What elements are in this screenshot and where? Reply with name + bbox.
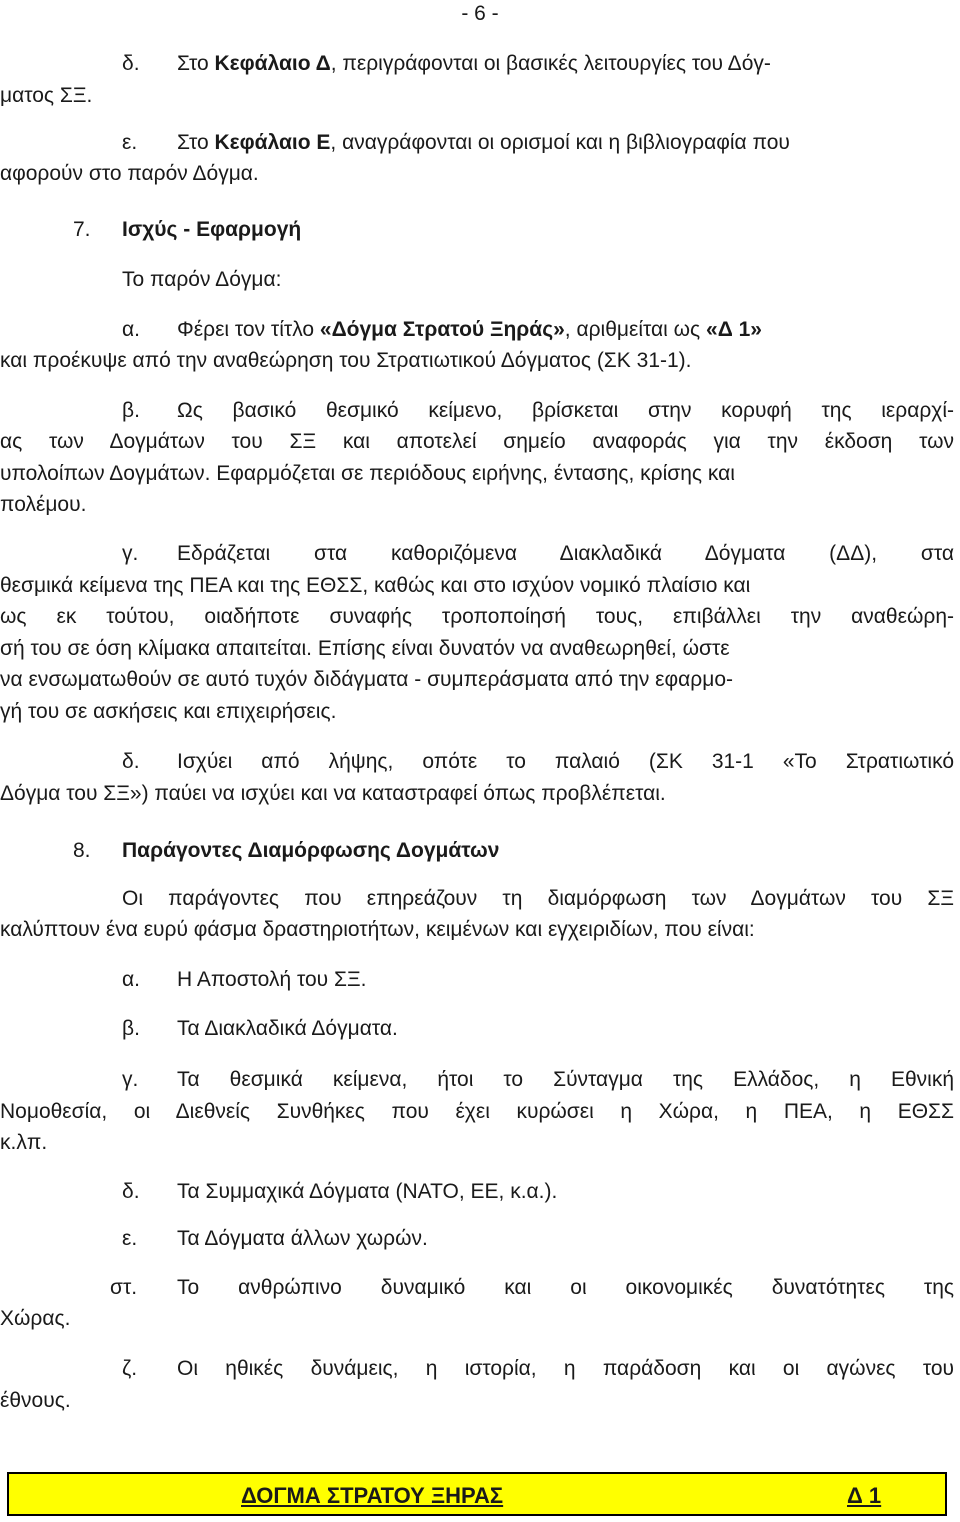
- document-footer: [7, 1472, 947, 1516]
- intro-text: Το παρόν Δόγμα:: [122, 268, 282, 291]
- text-line: Τα θεσμικά κείμενα, ήτοι το Σύνταγμα της Ελλάδος, η Εθνική: [177, 1068, 954, 1091]
- list-marker: δ.: [122, 1180, 140, 1203]
- text: , αριθμείται ως: [564, 318, 707, 341]
- list-text: Τα Δόγματα άλλων χωρών.: [177, 1227, 428, 1250]
- text: Στο: [177, 52, 215, 75]
- list-text: Τα Διακλαδικά Δόγματα.: [177, 1017, 398, 1040]
- list-marker: α.: [122, 968, 140, 991]
- section-number: 7.: [73, 218, 91, 241]
- list-marker: ε.: [122, 1227, 138, 1250]
- bold-text: «Δόγμα Στρατού Ξηράς»: [319, 318, 565, 341]
- list-marker: γ.: [122, 542, 139, 565]
- list-text: Τα Συμμαχικά Δόγματα (ΝΑΤΟ, ΕΕ, κ.α.).: [177, 1180, 558, 1203]
- text-line: Χώρας.: [0, 1307, 71, 1330]
- text-line: πολέμου.: [0, 493, 87, 516]
- text: Στο: [177, 131, 215, 154]
- text-line: κ.λπ.: [0, 1131, 48, 1154]
- section-number: 8.: [73, 839, 91, 862]
- text-line: να ενσωματωθούν σε αυτό τυχόν διδάγματα - συμπεράσματα από την εφαρμο-: [0, 668, 734, 691]
- list-marker: δ.: [122, 52, 140, 75]
- text-line: ματος ΣΞ.: [0, 84, 93, 107]
- list-marker: β.: [122, 1017, 140, 1040]
- list-marker: στ.: [110, 1276, 138, 1299]
- text-line: Οι παράγοντες που επηρεάζουν τη διαμόρφωση των Δογμάτων του ΣΞ: [122, 887, 954, 910]
- list-marker: α.: [122, 318, 140, 341]
- text-line: θεσμικά κείμενα της ΠΕΑ και της ΕΘΣΣ, καθώς και στο ισχύον νομικό πλαίσιο και: [0, 574, 751, 597]
- text-line: Το ανθρώπινο δυναμικό και οι οικονομικές δυνατότητες της: [177, 1276, 954, 1299]
- text-line: γή του σε ασκήσεις και επιχειρήσεις.: [0, 700, 337, 723]
- section-title: Ισχύς - Εφαρμογή: [122, 218, 302, 241]
- section-title: Παράγοντες Διαμόρφωσης Δογμάτων: [122, 839, 500, 862]
- text-line: ας των Δογμάτων του ΣΞ και αποτελεί σημείο αναφοράς για την έκδοση των: [0, 430, 954, 453]
- list-text: Η Αποστολή του ΣΞ.: [177, 968, 367, 991]
- text-line: καλύπτουν ένα ευρύ φάσμα δραστηριοτήτων, κειμένων και εγχειριδίων, που είναι:: [0, 918, 755, 941]
- footer-title: ΔΟΓΜΑ ΣΤΡΑΤΟΥ ΞΗΡΑΣ: [241, 1483, 504, 1508]
- text-line: αφορούν στο παρόν Δόγμα.: [0, 162, 259, 185]
- text-line: Εδράζεται στα καθοριζόμενα Διακλαδικά Δόγματα (ΔΔ), στα: [177, 542, 954, 565]
- bold-text: Κεφάλαιο Δ: [214, 52, 331, 75]
- list-marker: ζ.: [122, 1357, 138, 1380]
- footer-code: Δ 1: [847, 1483, 882, 1508]
- text: , περιγράφονται οι βασικές λειτουργίες του Δόγ-: [330, 52, 771, 75]
- text-line: Δόγμα του ΣΞ») παύει να ισχύει και να καταστραφεί όπως προβλέπεται.: [0, 782, 666, 805]
- text-line: ως εκ τούτου, οιαδήποτε συναφής τροποποίησή τους, επιβάλλει την αναθεώρη-: [0, 605, 954, 628]
- page-number: - 6 -: [461, 2, 499, 25]
- text-line: σή του σε όση κλίμακα απαιτείται. Επίσης είναι δυνατόν να αναθεωρηθεί, ώστε: [0, 637, 730, 660]
- text-line: Οι ηθικές δυνάμεις, η ιστορία, η παράδοση και οι αγώνες του: [177, 1357, 954, 1380]
- text: , αναγράφονται οι ορισμοί και η βιβλιογραφία που: [330, 131, 790, 154]
- bold-text: «Δ 1»: [706, 318, 762, 341]
- list-marker: ε.: [122, 131, 138, 154]
- text-line: Ως βασικό θεσμικό κείμενο, βρίσκεται στην κορυφή της ιεραρχί-: [177, 399, 954, 422]
- text: Φέρει τον τίτλο: [177, 318, 320, 341]
- list-marker: δ.: [122, 750, 140, 773]
- bold-text: Κεφάλαιο Ε: [214, 131, 331, 154]
- list-marker: β.: [122, 399, 140, 422]
- list-marker: γ.: [122, 1068, 139, 1091]
- text-line: Νομοθεσία, οι Διεθνείς Συνθήκες που έχει κυρώσει η Χώρα, η ΠΕΑ, η ΕΘΣΣ: [0, 1100, 954, 1123]
- text-line: υπολοίπων Δογμάτων. Εφαρμόζεται σε περιόδους ειρήνης, έντασης, κρίσης και: [0, 462, 735, 485]
- text-line: έθνους.: [0, 1389, 71, 1412]
- text-line: και προέκυψε από την αναθεώρηση του Στρατιωτικού Δόγματος (ΣΚ 31-1).: [0, 349, 692, 372]
- text-line: Ισχύει από λήψης, οπότε το παλαιό (ΣΚ 31-1 «Το Στρατιωτικό: [177, 750, 954, 773]
